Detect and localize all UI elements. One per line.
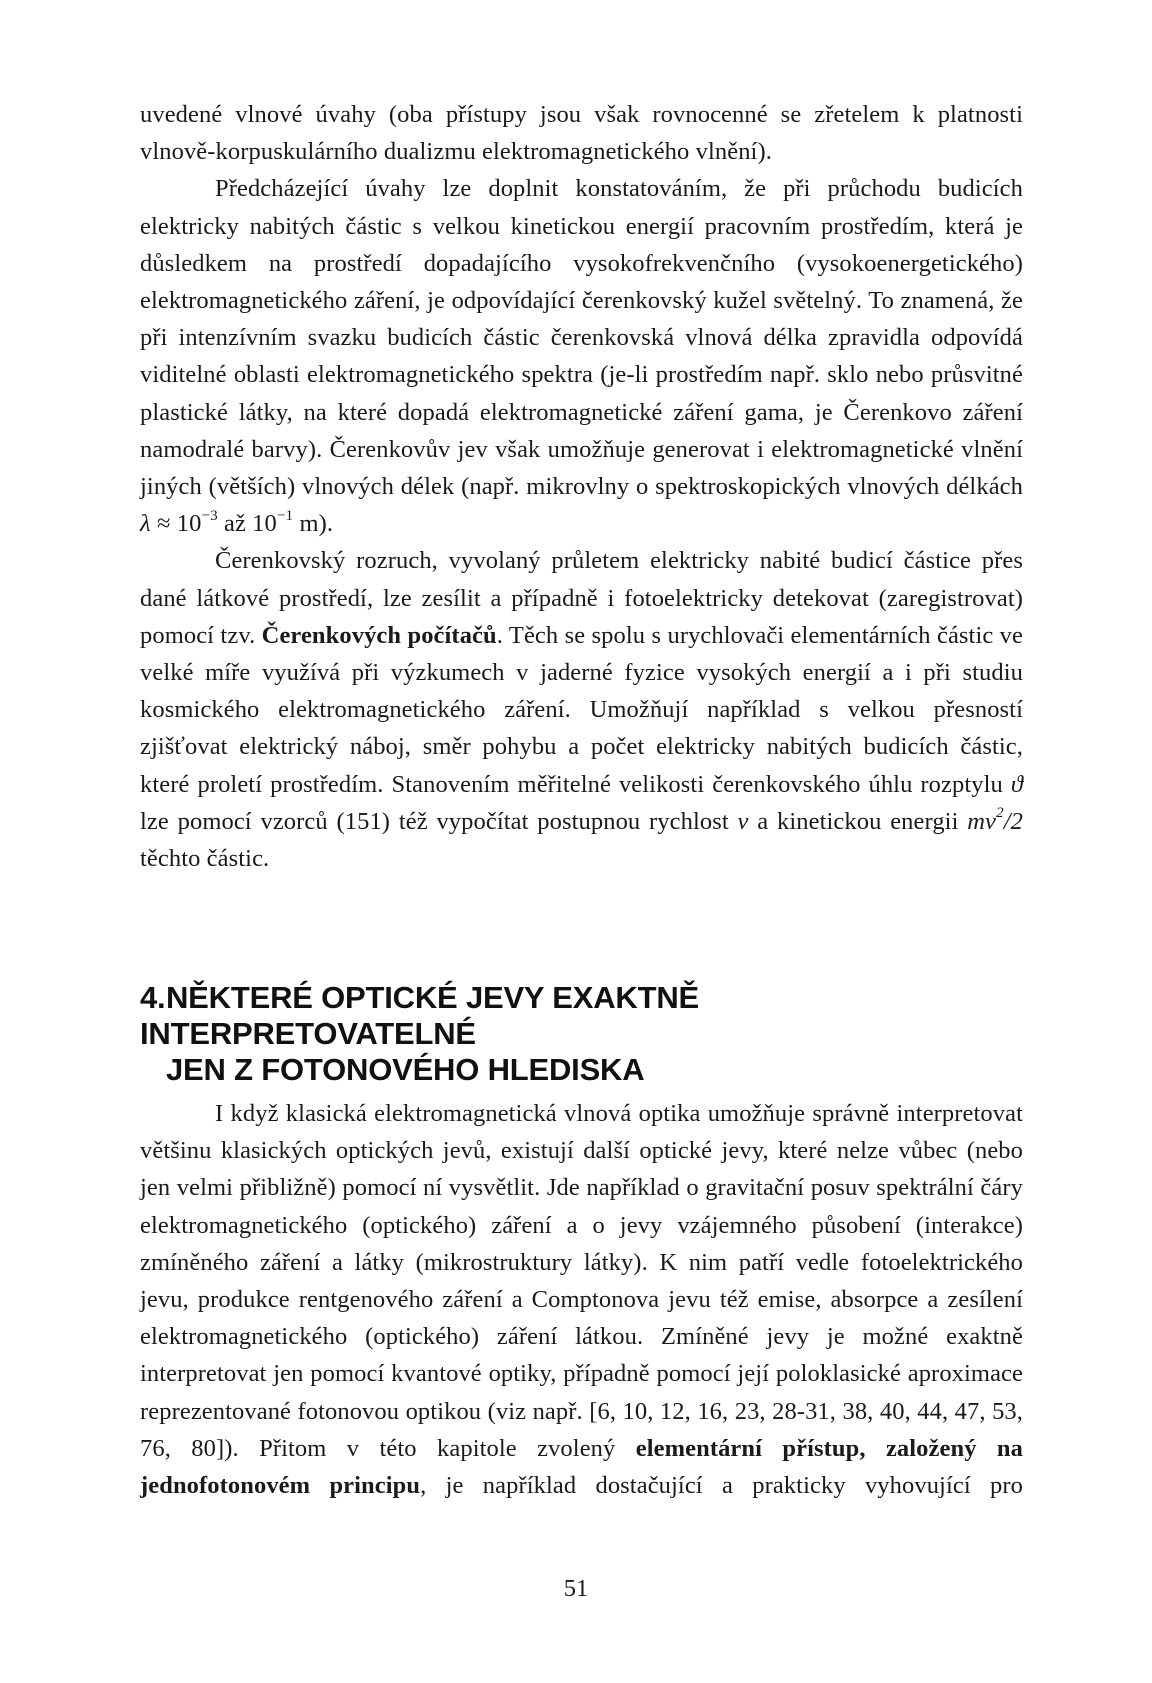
velocity-symbol: v	[737, 807, 749, 835]
section-heading	[140, 980, 1040, 1088]
paragraph-optical-phenomena: I když klasická elektromagnetická vlnová optika umožňuje správně interpretovat většinu klasických optických jevů, existují další optické jevy, které nelze vůbec (nebo jen velmi přibližně) pomocí ní vysvětlit. Jde například o gravitační posuv spektrální čáry elektromagnetického (optického) záření a o jevy vzájemného působení (interakce) zmíněného záření a látky (mikrostruktury látky). K nim patří vedle fotoelektrického jevu, produkce rentgenového záření a Comptonova jevu též emise, absorpce a zesílení elektromagnetického (optického) záření látkou. Zmíněné jevy je možné exaktně interpretovat jen pomocí kvantové optiky, případně pomocí její poloklasické aproximace reprezentované fotonovou optikou (viz např. [6, 10, 12, 16, 23, 28-31, 38, 40, 44, 47, 53, 76, 80]). Přitom v této kapitole zvolený elementární přístup, založený na jednofotonovém principu, je například dostačující a prakticky vyhovující pro	[140, 1100, 1024, 1500]
bold-term: elementární přístup, založený na jednofotonovém principu	[140, 1434, 1024, 1500]
body-text-lower	[140, 1095, 1023, 1504]
paragraph-cherenkov-cone: Předcházející úvahy lze doplnit konstatováním, že při průchodu budicích elektricky nabitých částic s velkou kinetickou energií pracovním prostředím, která je důsledkem na prostředí dopadajícího vysokofrekvenčního (vysokoenergetického) elektromagnetického záření, je odpovídající čerenkovský kužel světelný. To znamená, že při intenzívním svazku budicích částic čerenkovská vlnová délka zpravidla odpovídá viditelné oblasti elektromagnetického spektra (je-li prostředím např. sklo nebo průsvitné plastické látky, na které dopadá elektromagnetické záření gama, je Čerenkovo záření namodralé barvy). Čerenkovův jev však umožňuje generovat i elektromagnetické vlnění jiných (větších) vlnových délek (např. mikrovlny o spektroskopických vlnových délkách $\lambda \approx 10^{-3}$ až $10^{-1}$ m).	[140, 175, 1023, 538]
theta-symbol: ϑ	[1010, 770, 1023, 798]
exponent: −3	[201, 506, 218, 524]
bold-term: Čerenkových počítačů	[261, 621, 497, 649]
paragraph-cherenkov-counters: Čerenkovský rozruch, vyvolaný průletem elektricky nabité budicí částice přes dané látkové prostředí, lze zesílit a případně i fotoelektricky detekovat (zaregistrovat) pomocí tzv. Čerenkových počítačů. Těch se spolu s urychlovači elementárních částic ve velké míře využívá při výzkumech v jaderné fyzice vysokých energií a i při studiu kosmického elektromagnetického záření. Umožňují například s velkou přesností zjišťovat elektrický náboj, směr pohybu a počet elektricky nabitých budicích částic, které proletí prostředím. Stanovením měřitelné velikosti čerenkovského úhlu rozptylu ϑ lze pomocí vzorců (151) též vypočítat postupnou rychlost v a kinetickou energii $mv^2/2$ těchto částic.	[140, 547, 1024, 873]
section-title-line-1: NĚKTERÉ OPTICKÉ JEVY EXAKTNĚ INTERPRETOVATELNÉ	[140, 980, 699, 1051]
body-text-upper	[140, 96, 1023, 877]
exponent: −1	[276, 506, 294, 524]
lambda-symbol: λ	[140, 510, 151, 538]
section-title-line-2: JEN Z FOTONOVÉHO HLEDISKA	[166, 1052, 645, 1087]
kinetic-energy-formula: $mv^2/2$	[967, 804, 1023, 835]
paragraph-continuation: uvedené vlnové úvahy (oba přístupy jsou však rovnocenné se zřetelem k platnosti vlnově-korpuskulárního dualizmu elektromagnetického vlnění).	[140, 101, 1023, 166]
section-number: 4.	[140, 980, 166, 1015]
page-number: 51	[563, 1575, 589, 1602]
